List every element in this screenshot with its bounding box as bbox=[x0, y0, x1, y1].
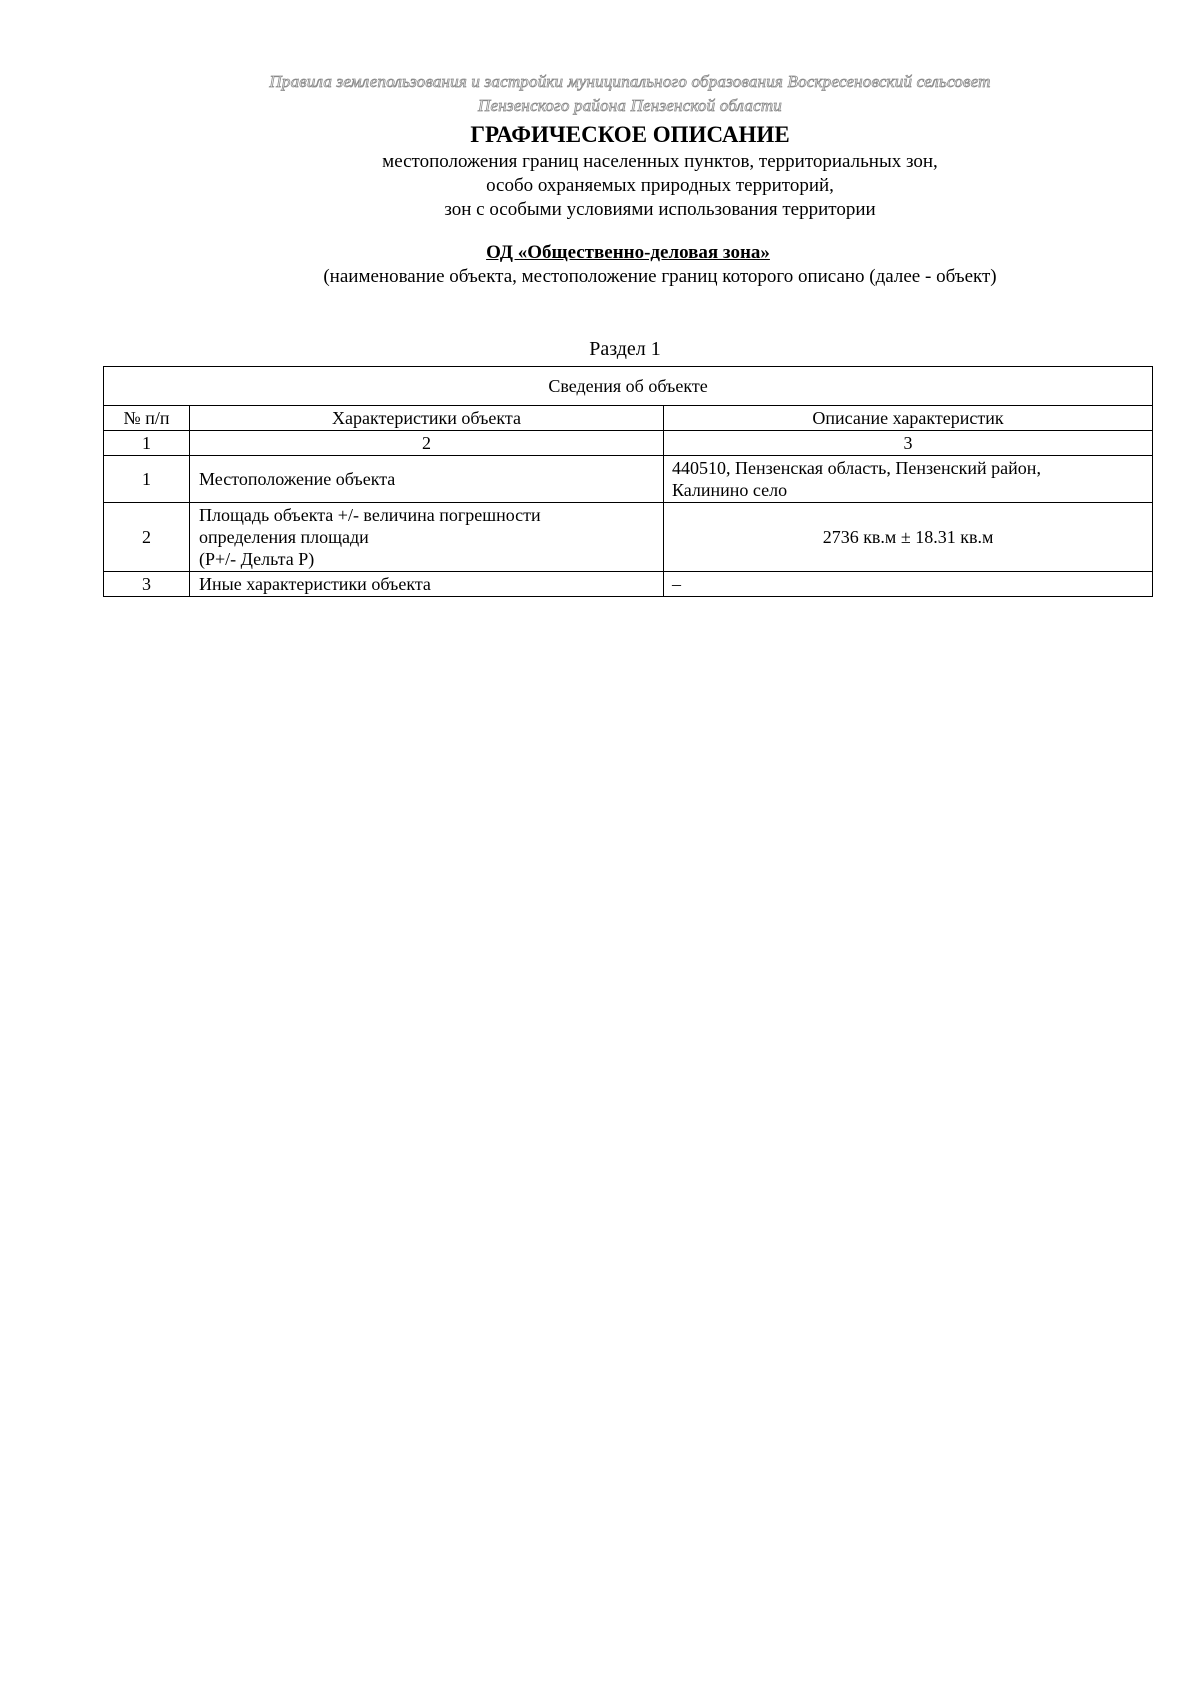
running-header-line-1: Правила землепользования и застройки муниципального образования Воскресеновский сельсовет bbox=[269, 72, 991, 91]
characteristic-line: Площадь объекта +/- величина погрешности bbox=[199, 505, 541, 525]
header-cell-characteristic: Характеристики объекта bbox=[190, 406, 664, 431]
document-title: ГРАФИЧЕСКОЕ ОПИСАНИЕ bbox=[470, 122, 790, 147]
description-line: 440510, Пензенская область, Пензенский район, bbox=[672, 458, 1041, 478]
description-line: 2736 кв.м ± 18.31 кв.м bbox=[822, 527, 994, 547]
row-characteristic bbox=[190, 572, 664, 597]
row-number: 2 bbox=[104, 503, 190, 572]
row-number: 3 bbox=[104, 572, 190, 597]
row-description bbox=[664, 572, 1153, 597]
header-cell-number: № п/п bbox=[104, 406, 190, 431]
characteristic-line: Иные характеристики объекта bbox=[199, 574, 431, 594]
column-number-row bbox=[104, 431, 1153, 456]
table-row bbox=[104, 503, 1153, 572]
table-row bbox=[104, 572, 1153, 597]
description-line: – bbox=[672, 574, 681, 594]
column-number-2: 2 bbox=[190, 431, 664, 456]
row-description bbox=[664, 503, 1153, 572]
table-header-row bbox=[104, 406, 1153, 431]
characteristic-line: (P+/- Дельта P) bbox=[199, 549, 315, 569]
header-cell-description: Описание характеристик bbox=[664, 406, 1153, 431]
table-caption: Сведения об объекте bbox=[104, 367, 1153, 406]
column-number-1: 1 bbox=[104, 431, 190, 456]
subtitle-line-3: зон с особыми условиями использования территории bbox=[444, 199, 876, 220]
characteristic-line: Местоположение объекта bbox=[199, 469, 396, 489]
row-characteristic bbox=[190, 503, 664, 572]
table-caption-row bbox=[104, 367, 1153, 406]
object-info-table bbox=[103, 366, 1153, 597]
row-characteristic bbox=[190, 456, 664, 503]
subtitle-line-2: особо охраняемых природных территорий, bbox=[486, 175, 834, 196]
characteristic-line: определения площади bbox=[199, 527, 369, 547]
row-number: 1 bbox=[104, 456, 190, 503]
subtitle-line-1: местоположения границ населенных пунктов, территориальных зон, bbox=[382, 151, 938, 172]
running-header-line-2: Пензенского района Пензенской области bbox=[478, 96, 782, 115]
section-title: Раздел 1 bbox=[589, 338, 661, 360]
table-row bbox=[104, 456, 1153, 503]
row-description bbox=[664, 456, 1153, 503]
object-name-note: (наименование объекта, местоположение границ которого описано (далее - объект) bbox=[323, 266, 997, 287]
column-number-3: 3 bbox=[664, 431, 1153, 456]
description-line: Калинино село bbox=[672, 480, 788, 500]
object-name: ОД «Общественно-деловая зона» bbox=[486, 242, 770, 263]
